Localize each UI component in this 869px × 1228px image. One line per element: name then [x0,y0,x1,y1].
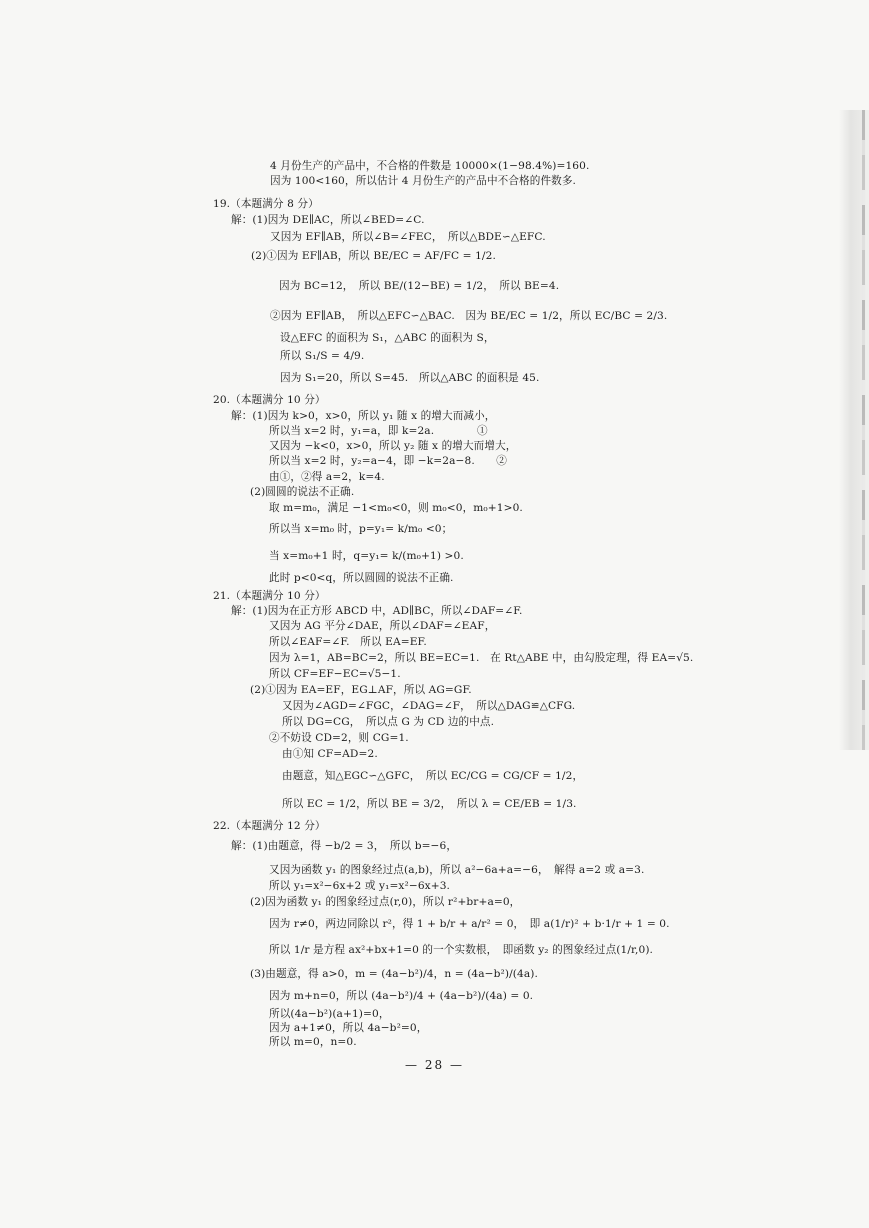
text-line: (2)因为函数 y₁ 的图象经过点(r,0)，所以 r²+br+a=0， [250,896,521,908]
text-line: 因为 S₁=20，所以 S=45. 所以△ABC 的面积是 45. [280,372,540,384]
text-line: 此时 p<0<q，所以圆圆的说法不正确. [269,572,454,584]
text-line: 解：(1)因为 k>0，x>0，所以 y₁ 随 x 的增大而减小， [231,410,496,422]
text-line: 解：(1)因为在正方形 ABCD 中，AD∥BC，所以∠DAF=∠F. [231,605,523,617]
text-line: 所以 CF=EF−EC=√5−1. [269,668,401,680]
text-line: 解：(1)由题意，得 −b/2 = 3， 所以 b=−6， [231,840,458,852]
text-line: (2)①因为 EF∥AB，所以 BE/EC = AF/FC = 1/2. [251,250,496,262]
text-line: 因为 λ=1，AB=BC=2，所以 BE=EC=1. 在 Rt△ABE 中，由勾股定理，得 EA=√5. [269,652,694,664]
text-line: 又因为 AG 平分∠DAE，所以∠DAF=∠EAF， [269,620,496,632]
text-line: 所以当 x=2 时，y₂=a−4，即 −k=2a−8. ② [269,455,507,467]
question-heading: 22.（本题满分 12 分） [213,820,326,832]
text-line: 又因为 −k<0，x>0，所以 y₂ 随 x 的增大而增大， [269,440,517,452]
text-line: 所以 y₁=x²−6x+2 或 y₁=x²−6x+3. [269,880,451,892]
text-line: 所以∠EAF=∠F. 所以 EA=EF. [269,636,427,648]
text-line: 当 x=m₀+1 时，q=y₁= k/(m₀+1) >0. [269,550,464,562]
text-line: 所以 EC = 1/2，所以 BE = 3/2， 所以 λ = CE/EB = 1/3. [282,798,577,810]
text-line: 所以当 x=2 时，y₁=a，即 k=2a. ① [269,425,488,437]
text-line: 4 月份生产的产品中，不合格的件数是 10000×(1−98.4%)=160. [270,160,590,172]
text-line: 所以 S₁/S = 4/9. [280,350,365,362]
text-line: (2)①因为 EA=EF，EG⊥AF，所以 AG=GF. [250,684,472,696]
scan-shadow-edge [839,110,869,750]
text-line: 又因为函数 y₁ 的图象经过点(a,b)，所以 a²−6a+a=−6， 解得 a=2 或 a=3. [269,864,645,876]
page-number: — 28 — [405,1058,464,1072]
question-heading: 20.（本题满分 10 分） [213,394,326,406]
text-line: (2)圆圆的说法不正确. [250,486,355,498]
text-line: 所以当 x=m₀ 时，p=y₁= k/m₀ <0； [269,523,453,535]
text-line: 由题意，知△EGC∽△GFC， 所以 EC/CG = CG/CF = 1/2， [282,770,584,782]
text-line: 由①，②得 a=2，k=4. [269,471,385,483]
text-line: 因为 BC=12， 所以 BE/(12−BE) = 1/2， 所以 BE=4. [279,280,560,292]
text-line: 又因为∠AGD=∠FGC，∠DAG=∠F， 所以△DAG≌△CFG. [282,700,576,712]
text-line: 所以 DG=CG， 所以点 G 为 CD 边的中点. [282,716,495,728]
question-heading: 19.（本题满分 8 分） [213,198,319,210]
text-line: 又因为 EF∥AB，所以∠B=∠FEC， 所以△BDE∽△EFC. [270,231,546,243]
text-line: 因为 m+n=0，所以 (4a−b²)/4 + (4a−b²)/(4a) = 0. [269,990,534,1002]
text-line: 因为 100<160，所以估计 4 月份生产的产品中不合格的件数多. [270,175,576,187]
text-line: 解：(1)因为 DE∥AC，所以∠BED=∠C. [231,214,425,226]
text-line: (3)由题意，得 a>0，m = (4a−b²)/4，n = (4a−b²)/(4a). [250,968,538,980]
question-heading: 21.（本题满分 10 分） [213,590,326,602]
text-line: ②不妨设 CD=2，则 CG=1. [269,732,409,744]
text-line: 因为 a+1≠0，所以 4a−b²=0， [269,1022,428,1034]
text-line: 所以 m=0，n=0. [269,1036,357,1048]
text-line: 设△EFC 的面积为 S₁，△ABC 的面积为 S， [280,332,495,344]
text-line: ②因为 EF∥AB， 所以△EFC∽△BAC. 因为 BE/EC = 1/2，所以 EC/BC = 2/3. [270,310,668,322]
text-line: 由①知 CF=AD=2. [282,748,378,760]
text-line: 所以(4a−b²)(a+1)=0， [269,1008,390,1020]
text-line: 因为 r≠0，两边同除以 r²，得 1 + b/r + a/r² = 0， 即 a(1/r)² + b·1/r + 1 = 0. [269,918,670,930]
text-line: 取 m=m₀，满足 −1<m₀<0，则 m₀<0，m₀+1>0. [269,502,523,514]
text-line: 所以 1/r 是方程 ax²+bx+1=0 的一个实数根， 即函数 y₂ 的图象经过点(1/r,0). [269,944,654,956]
